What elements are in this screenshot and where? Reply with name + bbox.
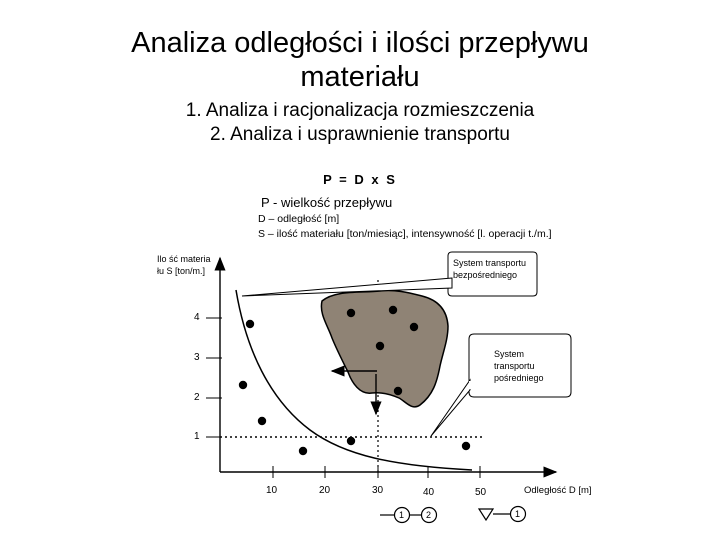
legend-label-3: 1 <box>515 509 521 519</box>
title-line-1: Analiza odległości i ilości przepływu <box>131 27 589 59</box>
definition-d: D – odległość [m] <box>258 213 340 225</box>
subtitle-line-2: 2. Analiza i usprawnienie transportu <box>210 124 510 145</box>
definition-p: P - wielkość przepływu <box>261 195 393 210</box>
y-axis-label: Ilo ść materia łu S [ton/m.] <box>157 254 211 276</box>
callout-indirect-text: System transportu pośredniego <box>494 349 544 383</box>
y-tick-label-3: 3 <box>194 352 200 363</box>
y-tick-label-1: 1 <box>194 431 200 442</box>
data-point <box>394 387 402 395</box>
data-point <box>376 342 384 350</box>
callout-direct-text: System transportu bezpośredniego <box>453 258 527 280</box>
x-tick-label-50: 50 <box>475 487 487 498</box>
x-axis-label: Odległość D [m] <box>524 485 592 496</box>
data-point <box>347 437 355 445</box>
cluster-region <box>321 290 448 406</box>
data-point <box>347 309 355 317</box>
x-tick-label-10: 10 <box>266 485 278 496</box>
data-point <box>258 417 266 425</box>
x-tick-label-30: 30 <box>372 485 384 496</box>
data-point <box>462 442 470 450</box>
definition-s: S – ilość materiału [ton/miesiąc], intensywność [l. operacji t./m.] <box>258 228 552 240</box>
x-tick-label-20: 20 <box>319 485 331 496</box>
data-point <box>410 323 418 331</box>
data-point <box>299 447 307 455</box>
legend-triangle <box>479 509 493 520</box>
callout-indirect-pointer <box>431 380 470 436</box>
legend-label-2: 2 <box>426 510 432 520</box>
y-tick-label-4: 4 <box>194 312 200 323</box>
formula: P = D x S <box>323 172 397 187</box>
data-point <box>389 306 397 314</box>
data-point <box>246 320 254 328</box>
legend-label-1: 1 <box>399 510 405 520</box>
x-tick-label-40: 40 <box>423 487 435 498</box>
y-tick-label-2: 2 <box>194 392 200 403</box>
title-line-2: materiału <box>300 61 420 93</box>
subtitle-line-1: 1. Analiza i racjonalizacja rozmieszczenia <box>185 100 535 121</box>
data-point <box>239 381 247 389</box>
